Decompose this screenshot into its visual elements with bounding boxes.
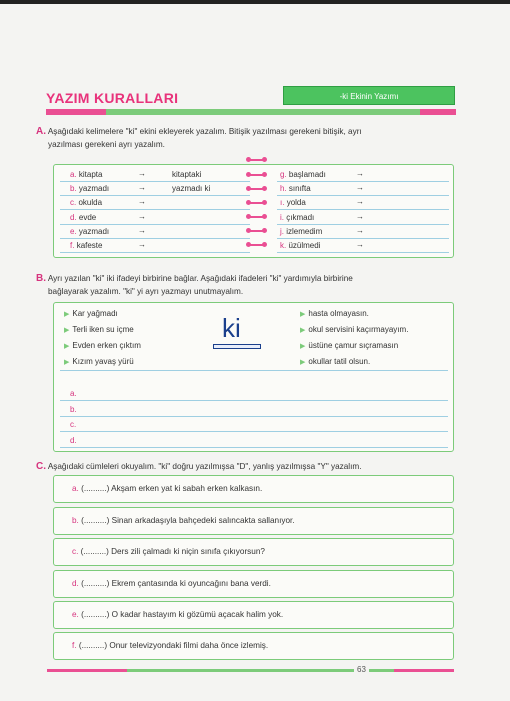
section-c-instruction: C. Aşağıdaki cümleleri okuyalım. "ki" doğru yazılmışsa "D", yanlış yazılmışsa "Y" yazalım. bbox=[36, 461, 362, 472]
arrow-icon: → bbox=[356, 225, 364, 235]
statement-sentence: Akşam erken yat ki sabah erken kalkasın. bbox=[111, 484, 263, 493]
statement-text bbox=[72, 547, 265, 556]
phrase-left bbox=[64, 341, 141, 350]
binder-dot bbox=[246, 200, 251, 205]
list-item bbox=[70, 198, 102, 207]
pencil-bullet-icon: ▶ bbox=[64, 327, 70, 334]
pencil-bullet-icon: ▶ bbox=[300, 359, 306, 366]
header-divider bbox=[46, 109, 456, 115]
phrase-text: Evden erken çıktım bbox=[72, 341, 141, 350]
item-word: yazmadı bbox=[78, 226, 110, 236]
arrow-icon: → bbox=[356, 169, 364, 178]
row-rule bbox=[60, 209, 250, 210]
row-rule bbox=[60, 238, 250, 239]
phrase-right bbox=[300, 341, 398, 350]
phrase-text: Kar yağmadı bbox=[72, 309, 118, 318]
answer-letter: b. bbox=[70, 404, 77, 414]
topic-badge: -ki Ekinin Yazımı bbox=[283, 86, 455, 105]
arrow-icon: → bbox=[356, 240, 364, 249]
list-item bbox=[70, 227, 109, 236]
item-letter: h. bbox=[280, 184, 287, 194]
answer-line[interactable] bbox=[70, 389, 77, 398]
section-a-instruction: A. Aşağıdaki kelimelere "ki" ekini ekleyerek yazalım. Bitişik yazılması gerekeni bitişik, ayrı yazılması gerekeni ayrı yazalım. bbox=[36, 126, 362, 149]
row-rule bbox=[277, 195, 449, 196]
row-rule bbox=[277, 209, 449, 210]
item-letter: a. bbox=[70, 170, 77, 179]
answer-rule bbox=[60, 416, 448, 417]
footer-divider bbox=[47, 669, 454, 672]
statement-row bbox=[53, 507, 454, 535]
binder-dot bbox=[246, 242, 251, 247]
item-word: izlemedim bbox=[286, 226, 323, 236]
answer-blank[interactable]: (..........) bbox=[78, 641, 108, 650]
list-item bbox=[280, 184, 311, 193]
top-edge-bar bbox=[0, 0, 510, 4]
statement-row bbox=[53, 632, 454, 660]
item-word: başlamadı bbox=[288, 170, 326, 179]
statement-text bbox=[72, 641, 268, 650]
pencil-bullet-icon: ▶ bbox=[300, 311, 306, 318]
item-letter: e. bbox=[70, 226, 77, 236]
item-word: kitapta bbox=[78, 170, 103, 179]
item-word: okulda bbox=[78, 198, 103, 208]
list-item bbox=[70, 213, 96, 222]
list-item bbox=[280, 213, 314, 222]
statement-row bbox=[53, 570, 454, 598]
list-item bbox=[70, 241, 102, 250]
pencil-bullet-icon: ▶ bbox=[300, 343, 306, 350]
item-letter: d. bbox=[70, 212, 77, 222]
binder-dot bbox=[246, 172, 251, 177]
statement-row bbox=[53, 601, 454, 629]
answer-field[interactable]: yazmadı ki bbox=[172, 184, 211, 194]
row-rule bbox=[277, 238, 449, 239]
binder-dot bbox=[262, 172, 267, 177]
answer-rule bbox=[60, 447, 448, 448]
arrow-icon: → bbox=[356, 211, 364, 221]
row-rule bbox=[60, 224, 250, 225]
item-letter: j. bbox=[280, 226, 284, 236]
item-letter: c. bbox=[70, 198, 77, 208]
answer-line[interactable] bbox=[70, 405, 77, 414]
item-letter: k. bbox=[280, 241, 287, 250]
phrase-text: okullar tatil olsun. bbox=[308, 357, 371, 366]
arrow-icon: → bbox=[138, 240, 146, 249]
list-item bbox=[280, 198, 306, 207]
binder-dot bbox=[246, 157, 251, 162]
phrase-right bbox=[300, 325, 408, 334]
item-word: evde bbox=[78, 212, 97, 222]
binder-dot bbox=[262, 200, 267, 205]
phrase-right bbox=[300, 357, 370, 366]
statement-letter: e. bbox=[72, 610, 79, 619]
statement-sentence: Ders zili çalmadı ki niçin sınıfa çıkıyorsun? bbox=[111, 547, 265, 556]
item-letter: i. bbox=[280, 212, 284, 222]
binder-dot bbox=[262, 242, 267, 247]
list-item bbox=[280, 241, 320, 250]
binder-dot bbox=[246, 186, 251, 191]
statement-letter: d. bbox=[72, 579, 79, 588]
page-title: YAZIM KURALLARI bbox=[46, 90, 179, 106]
statement-letter: c. bbox=[72, 547, 79, 556]
section-c-letter: C. bbox=[36, 461, 46, 472]
item-word: yazmadı bbox=[78, 184, 110, 194]
statement-sentence: Ekrem çantasında ki oyuncağını bana verdi. bbox=[111, 579, 271, 588]
section-a-letter: A. bbox=[36, 126, 46, 137]
statement-row bbox=[53, 538, 454, 566]
row-rule bbox=[60, 252, 250, 253]
item-letter: f. bbox=[70, 241, 75, 250]
pencil-bullet-icon: ▶ bbox=[64, 311, 70, 318]
row-rule bbox=[60, 181, 250, 182]
answer-blank[interactable]: (..........) bbox=[81, 579, 110, 588]
statement-sentence: Onur televizyondaki filmi daha önce izlemiş. bbox=[109, 641, 269, 650]
answer-rule bbox=[60, 400, 448, 401]
phrase-left bbox=[64, 309, 118, 318]
row-rule bbox=[277, 181, 449, 182]
arrow-icon: → bbox=[356, 183, 364, 193]
answer-letter: d. bbox=[70, 435, 77, 445]
phrase-text: okul servisini kaçırmayayım. bbox=[308, 325, 409, 334]
item-word: üzülmedi bbox=[288, 241, 321, 250]
answer-blank[interactable]: (..........) bbox=[81, 516, 110, 525]
list-item bbox=[280, 170, 326, 179]
statement-text bbox=[72, 484, 262, 493]
item-letter: g. bbox=[280, 170, 287, 179]
arrow-icon: → bbox=[356, 197, 364, 207]
answer-blank[interactable]: (..........) bbox=[81, 484, 110, 493]
binder-dot bbox=[262, 228, 267, 233]
phrase-text: Terli iken su içme bbox=[72, 325, 134, 334]
arrow-icon: → bbox=[138, 183, 146, 193]
arrow-icon: → bbox=[138, 211, 146, 221]
pencil-bullet-icon: ▶ bbox=[300, 327, 306, 334]
item-letter: ı. bbox=[280, 198, 285, 208]
binder-dot bbox=[246, 214, 251, 219]
item-word: kafeste bbox=[76, 241, 103, 250]
statement-sentence: O kadar hastayım ki gözümü açacak halim yok. bbox=[111, 610, 284, 619]
section-b-letter: B. bbox=[36, 273, 46, 284]
list-item bbox=[70, 170, 102, 179]
phrase-text: hasta olmayasın. bbox=[308, 309, 369, 318]
ki-underline-block bbox=[213, 344, 261, 349]
binder-dot bbox=[246, 228, 251, 233]
phrase-text: Kızım yavaş yürü bbox=[72, 357, 134, 366]
statement-letter: f. bbox=[72, 641, 77, 650]
answer-line[interactable] bbox=[70, 436, 77, 445]
row-rule bbox=[277, 224, 449, 225]
answer-rule bbox=[60, 431, 448, 432]
section-b-instruction: B. Ayrı yazılan "ki" iki ifadeyi birbirine bağlar. Aşağıdaki ifadeleri "ki" yardımıyla birbirine bağlayarak yazalım. "ki" yi ayrı yazmayı unutmayalım. bbox=[36, 273, 353, 296]
list-item bbox=[280, 227, 322, 236]
page-number: 63 bbox=[354, 665, 369, 674]
statement-text bbox=[72, 610, 283, 619]
item-word: yolda bbox=[286, 198, 306, 208]
item-letter: b. bbox=[70, 184, 77, 194]
statement-letter: a. bbox=[72, 484, 79, 493]
statement-text bbox=[72, 579, 271, 588]
phrase-left bbox=[64, 357, 134, 366]
statement-text bbox=[72, 516, 295, 525]
ki-center-word: ki bbox=[222, 313, 241, 343]
binder-dot bbox=[262, 157, 267, 162]
binder-dot bbox=[262, 214, 267, 219]
answer-line[interactable] bbox=[70, 420, 76, 429]
list-item bbox=[70, 184, 109, 193]
arrow-icon: → bbox=[138, 197, 146, 207]
answer-field[interactable]: kitaptaki bbox=[172, 170, 202, 179]
statement-letter: b. bbox=[72, 516, 79, 525]
row-rule bbox=[60, 195, 250, 196]
phrase-left bbox=[64, 325, 134, 334]
phrase-right bbox=[300, 309, 369, 318]
answer-letter: a. bbox=[70, 389, 77, 398]
statement-sentence: Sinan arkadaşıyla bahçedeki salıncakta sallanıyor. bbox=[111, 516, 295, 525]
pencil-bullet-icon: ▶ bbox=[64, 359, 70, 366]
arrow-icon: → bbox=[138, 225, 146, 235]
answer-letter: c. bbox=[70, 420, 77, 429]
statement-row bbox=[53, 475, 454, 503]
section-b-separator bbox=[60, 370, 448, 371]
pencil-bullet-icon: ▶ bbox=[64, 343, 70, 350]
item-word: çıkmadı bbox=[286, 212, 315, 222]
row-rule bbox=[277, 252, 449, 253]
answer-blank[interactable]: (..........) bbox=[80, 547, 109, 556]
item-word: sınıfta bbox=[288, 184, 311, 194]
answer-blank[interactable]: (..........) bbox=[81, 610, 110, 619]
phrase-text: üstüne çamur sıçramasın bbox=[308, 341, 399, 350]
binder-dot bbox=[262, 186, 267, 191]
arrow-icon: → bbox=[138, 169, 146, 178]
